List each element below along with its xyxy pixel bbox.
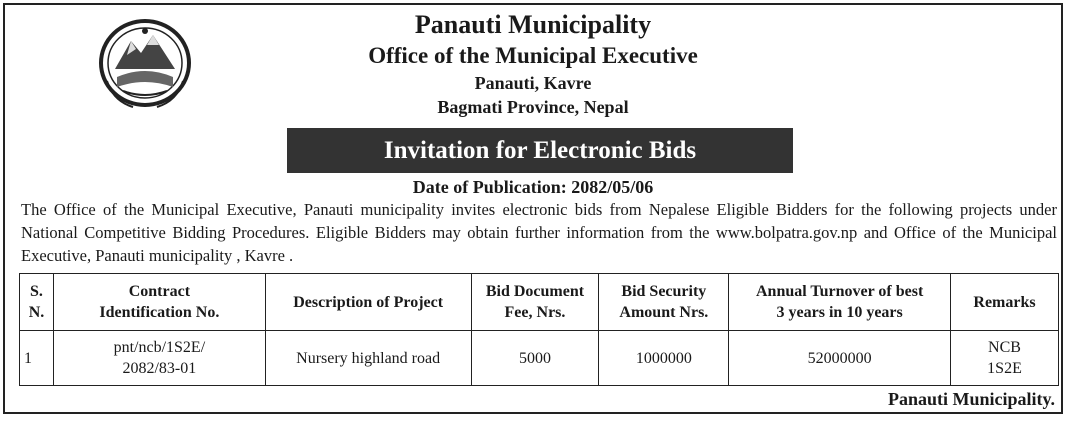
cell-sn: 1 <box>20 331 54 386</box>
cell-fee: 5000 <box>471 331 599 386</box>
bids-table <box>19 273 1059 386</box>
office-name: Office of the Municipal Executive <box>368 43 698 68</box>
publication-date: Date of Publication: 2082/05/06 <box>412 177 654 197</box>
table-row <box>20 331 1059 386</box>
table-header-row <box>20 274 1059 331</box>
col-header-description: Description of Project <box>265 274 471 331</box>
col-header-sn: S. N. <box>20 274 54 331</box>
address-line-1: Panauti, Kavre <box>474 73 592 93</box>
col-header-security: Bid Security Amount Nrs. <box>599 274 729 331</box>
col-header-fee: Bid Document Fee, Nrs. <box>471 274 599 331</box>
notice-header <box>5 9 1061 119</box>
cell-description: Nursery highland road <box>265 331 471 386</box>
notice-title: Invitation for Electronic Bids <box>287 128 793 173</box>
footer-signature: Panauti Municipality. <box>887 389 1055 409</box>
col-header-contract: Contract Identification No. <box>53 274 265 331</box>
org-name: Panauti Municipality <box>414 10 652 39</box>
cell-remarks: NCB 1S2E <box>951 331 1059 386</box>
notice-paragraph: The Office of the Municipal Executive, Panauti municipality invites electronic bids from Nepalese Eligible Bidders for the following projects under National Competitive Bidding Procedures. Eligible Bidders may obtain further information from the www.bolpatra.gov.np and Office of the Municipal Executive, Panauti municipality , Kavre . <box>21 200 1057 265</box>
bid-notice <box>3 3 1063 414</box>
col-header-turnover: Annual Turnover of best 3 years in 10 years <box>729 274 951 331</box>
address-line-2: Bagmati Province, Nepal <box>437 97 629 117</box>
col-header-remarks: Remarks <box>951 274 1059 331</box>
cell-security: 1000000 <box>599 331 729 386</box>
cell-turnover: 52000000 <box>729 331 951 386</box>
cell-contract: pnt/ncb/1S2E/ 2082/83-01 <box>53 331 265 386</box>
